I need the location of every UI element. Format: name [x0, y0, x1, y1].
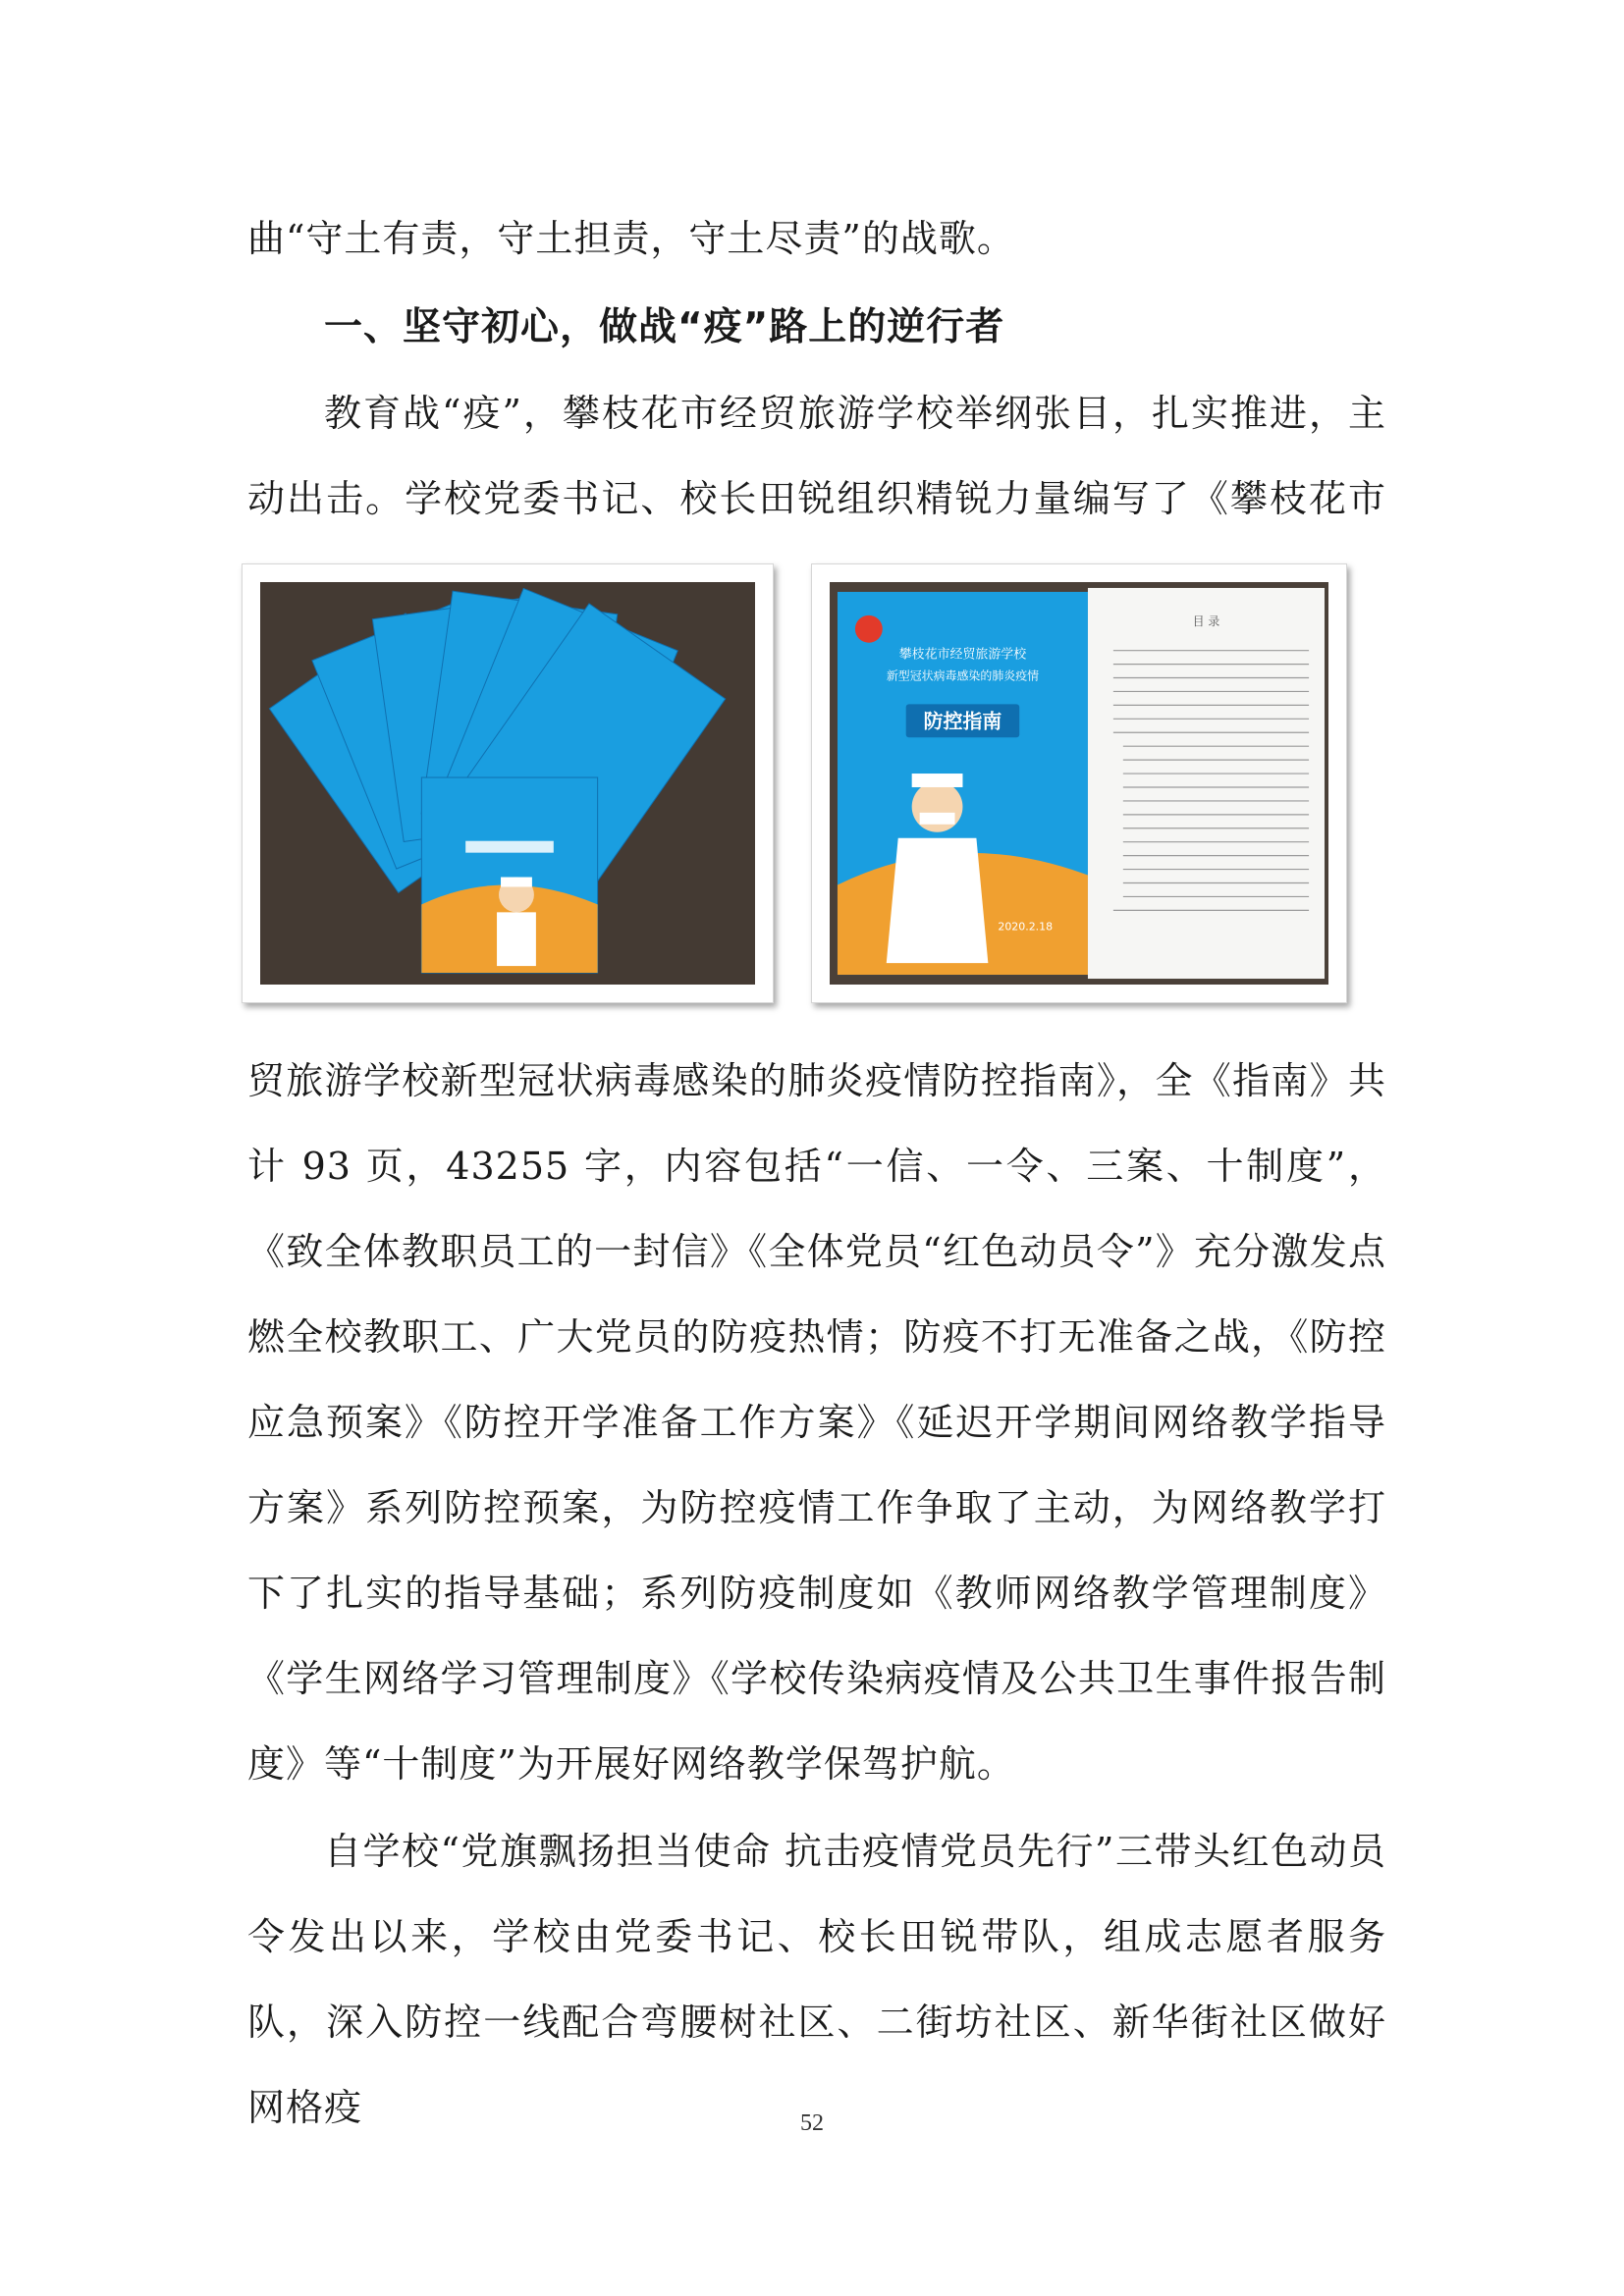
photo-fanned-booklets — [242, 563, 774, 1003]
photo-booklet-and-toc — [811, 563, 1347, 1003]
paragraph-continued: 曲“守土有责，守土担责，守土尽责”的战歌。 — [247, 217, 1015, 260]
paragraph-volunteers: 自学校“党旗飘扬担当使命 抗击疫情党员先行”三带头红色动员令发出以来，学校由党委书记、校长田锐带队，组成志愿者服务队，深入防控一线配合弯腰树社区、二街坊社区、新华街社区做好网格疫 — [247, 1830, 1386, 2129]
paragraph-guide-content: 贸旅游学校新型冠状病毒感染的肺炎疫情防控指南》，全《指南》共计 93 页，43255 字，内容包括“一信、一令、三案、十制度”，《致全体教职员工的一封信》《全体党员“红色动员令”》充分激发点燃全校教职工、广大党员的防疫热情；防疫不打无准备之战，《防控应急预案》《防控开学准备工作方案》《延迟开学期间网络教学指导方案》系列防控预案，为防控疫情工作争取了主动，为网络教学打下了扎实的指导基础；系列防疫制度如《教师网络教学管理制度》《学生网络学习管理制度》《学校传染病疫情及公共卫生事件报告制度》等“十制度”为开展好网络教学保驾护航。 — [247, 1059, 1386, 1786]
booklet-date: 2020.2.18 — [998, 920, 1054, 934]
booklet-title-1: 攀枝花市经贸旅游学校 — [898, 647, 1027, 663]
booklet-title-3: 防控指南 — [923, 710, 1002, 733]
section-heading: 一、坚守初心，做战“疫”路上的逆行者 — [324, 305, 1005, 349]
booklet-title-2: 新型冠状病毒感染的肺炎疫情 — [886, 668, 1040, 683]
toc-title: 目 录 — [1192, 614, 1220, 628]
page-number: 52 — [800, 2110, 824, 2136]
paragraph-intro: 教育战“疫”，攀枝花市经贸旅游学校举纲张目，扎实推进，主动出击。学校党委书记、校长田锐组织精锐力量编写了《攀枝花市 — [247, 392, 1386, 520]
